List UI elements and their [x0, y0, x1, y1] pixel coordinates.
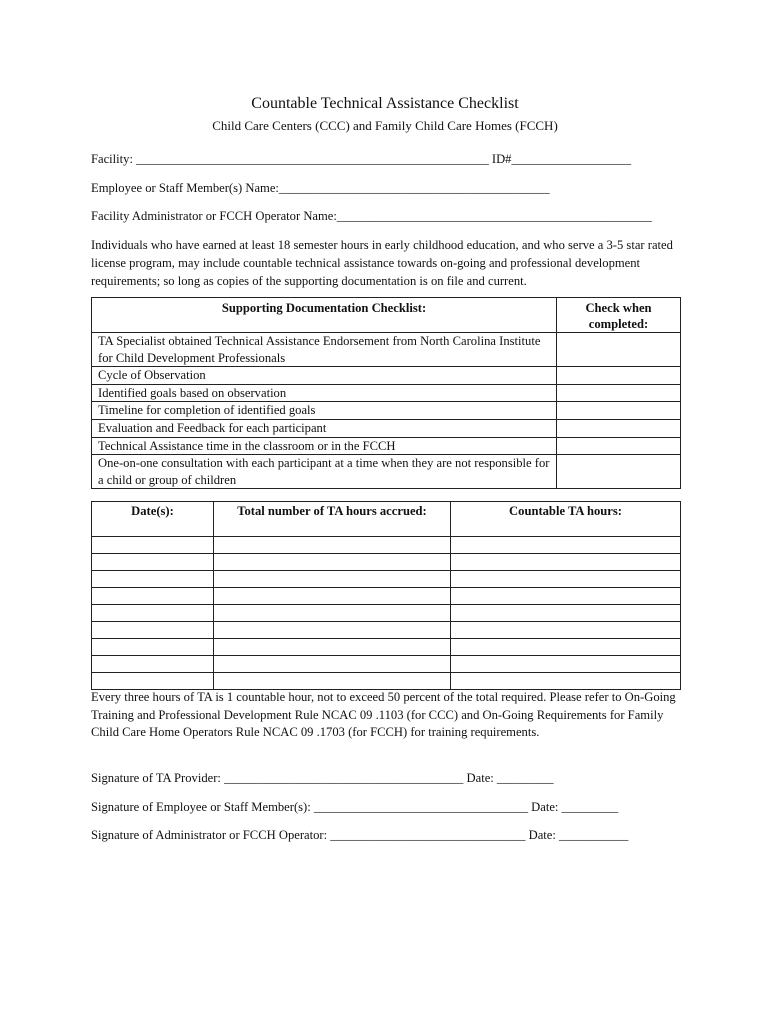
date-cell[interactable]: [92, 639, 214, 656]
checklist-item: TA Specialist obtained Technical Assistance Endorsement from North Carolina Institute for Child Development Professionals: [92, 333, 557, 367]
administrator-name-field[interactable]: Facility Administrator or FCCH Operator Name:__________________________________________________: [91, 209, 652, 223]
ta-hours-row: [92, 588, 681, 605]
date-cell[interactable]: [92, 537, 214, 554]
page-subtitle: Child Care Centers (CCC) and Family Child Care Homes (FCCH): [212, 118, 558, 133]
ta-provider-signature-field[interactable]: Signature of TA Provider: ______________________________________ Date: _________: [91, 771, 554, 785]
date-cell[interactable]: [92, 605, 214, 622]
ta-hours-table: [91, 501, 681, 690]
check-cell[interactable]: [557, 384, 681, 402]
ta-hours-row: [92, 571, 681, 588]
ta-hours-row: [92, 605, 681, 622]
checklist-row: [92, 333, 681, 367]
checklist-row: [92, 455, 681, 489]
rule-note-text: Every three hours of TA is 1 countable hour, not to exceed 50 percent of the total required. Please refer to On-Going Training and Professional Development Rule NCAC 09 .1103 (for CCC) and On-Going Requirements for Family Child Care Home Operators Rule NCAC 09 .1703 (for FCCH) for training requirements.: [91, 690, 676, 739]
countable-hours-cell[interactable]: [451, 588, 681, 605]
date-cell[interactable]: [92, 571, 214, 588]
total-hours-cell[interactable]: [214, 554, 451, 571]
checklist-row: [92, 402, 681, 420]
ta-hours-header-row: [92, 502, 681, 537]
total-hours-cell[interactable]: [214, 639, 451, 656]
date-cell[interactable]: [92, 656, 214, 673]
countable-hours-cell[interactable]: [451, 554, 681, 571]
checklist-item: Timeline for completion of identified goals: [92, 402, 557, 420]
ta-hours-row: [92, 639, 681, 656]
total-hours-cell[interactable]: [214, 656, 451, 673]
date-cell[interactable]: [92, 554, 214, 571]
intro-paragraph: [91, 236, 683, 290]
check-cell[interactable]: [557, 367, 681, 385]
facility-field[interactable]: Facility: ________________________________________________________ ID#___________________: [91, 152, 632, 166]
check-cell[interactable]: [557, 455, 681, 489]
dates-header: Date(s):: [92, 502, 214, 537]
checklist-row: [92, 419, 681, 437]
countable-hours-header: Countable TA hours:: [451, 502, 681, 537]
checklist-item: Technical Assistance time in the classroom or in the FCCH: [92, 437, 557, 455]
countable-hours-cell[interactable]: [451, 656, 681, 673]
countable-hours-cell[interactable]: [451, 571, 681, 588]
date-cell[interactable]: [92, 673, 214, 690]
checklist-header-label: Supporting Documentation Checklist:: [92, 298, 557, 333]
administrator-signature-field[interactable]: Signature of Administrator or FCCH Operator: _______________________________ Date: ___________: [91, 828, 629, 842]
employee-name-field[interactable]: Employee or Staff Member(s) Name:___________________________________________: [91, 181, 550, 195]
ta-hours-row: [92, 554, 681, 571]
total-hours-cell[interactable]: [214, 622, 451, 639]
total-hours-cell[interactable]: [214, 571, 451, 588]
ta-hours-row: [92, 656, 681, 673]
checklist-row: [92, 367, 681, 385]
check-cell[interactable]: [557, 437, 681, 455]
ta-hours-row: [92, 537, 681, 554]
checklist-item: Cycle of Observation: [92, 367, 557, 385]
date-cell[interactable]: [92, 622, 214, 639]
intro-text: Individuals who have earned at least 18 semester hours in early childhood education, and who serve a 3-5 star rated license program, may include countable technical assistance towards on-going and professional development requirements; so long as copies of the supporting documentation is on file and current.: [91, 238, 673, 288]
check-cell[interactable]: [557, 333, 681, 367]
ta-hours-row: [92, 622, 681, 639]
checklist-item: Evaluation and Feedback for each participant: [92, 419, 557, 437]
employee-signature-field[interactable]: Signature of Employee or Staff Member(s): __________________________________ Date: _________: [91, 800, 619, 814]
checklist-item: One-on-one consultation with each participant at a time when they are not responsible for a child or group of children: [92, 455, 557, 489]
total-hours-cell[interactable]: [214, 673, 451, 690]
checklist-item: Identified goals based on observation: [92, 384, 557, 402]
countable-hours-cell[interactable]: [451, 639, 681, 656]
checklist-header-row: [92, 298, 681, 333]
ta-hours-body: [92, 537, 681, 690]
total-hours-header: Total number of TA hours accrued:: [214, 502, 451, 537]
rule-note: [91, 689, 683, 742]
check-header-line-2: completed:: [588, 317, 649, 331]
countable-hours-cell[interactable]: [451, 605, 681, 622]
check-cell[interactable]: [557, 419, 681, 437]
countable-hours-cell[interactable]: [451, 673, 681, 690]
page-title: Countable Technical Assistance Checklist: [251, 95, 519, 112]
check-header-line-1: Check when: [585, 301, 652, 315]
checklist-row: [92, 437, 681, 455]
check-when-completed-header: [557, 298, 681, 333]
checklist-row: [92, 384, 681, 402]
supporting-documentation-table: [91, 297, 681, 489]
total-hours-cell[interactable]: [214, 605, 451, 622]
countable-hours-cell[interactable]: [451, 537, 681, 554]
countable-hours-cell[interactable]: [451, 622, 681, 639]
check-cell[interactable]: [557, 402, 681, 420]
ta-hours-row: [92, 673, 681, 690]
total-hours-cell[interactable]: [214, 588, 451, 605]
date-cell[interactable]: [92, 588, 214, 605]
total-hours-cell[interactable]: [214, 537, 451, 554]
